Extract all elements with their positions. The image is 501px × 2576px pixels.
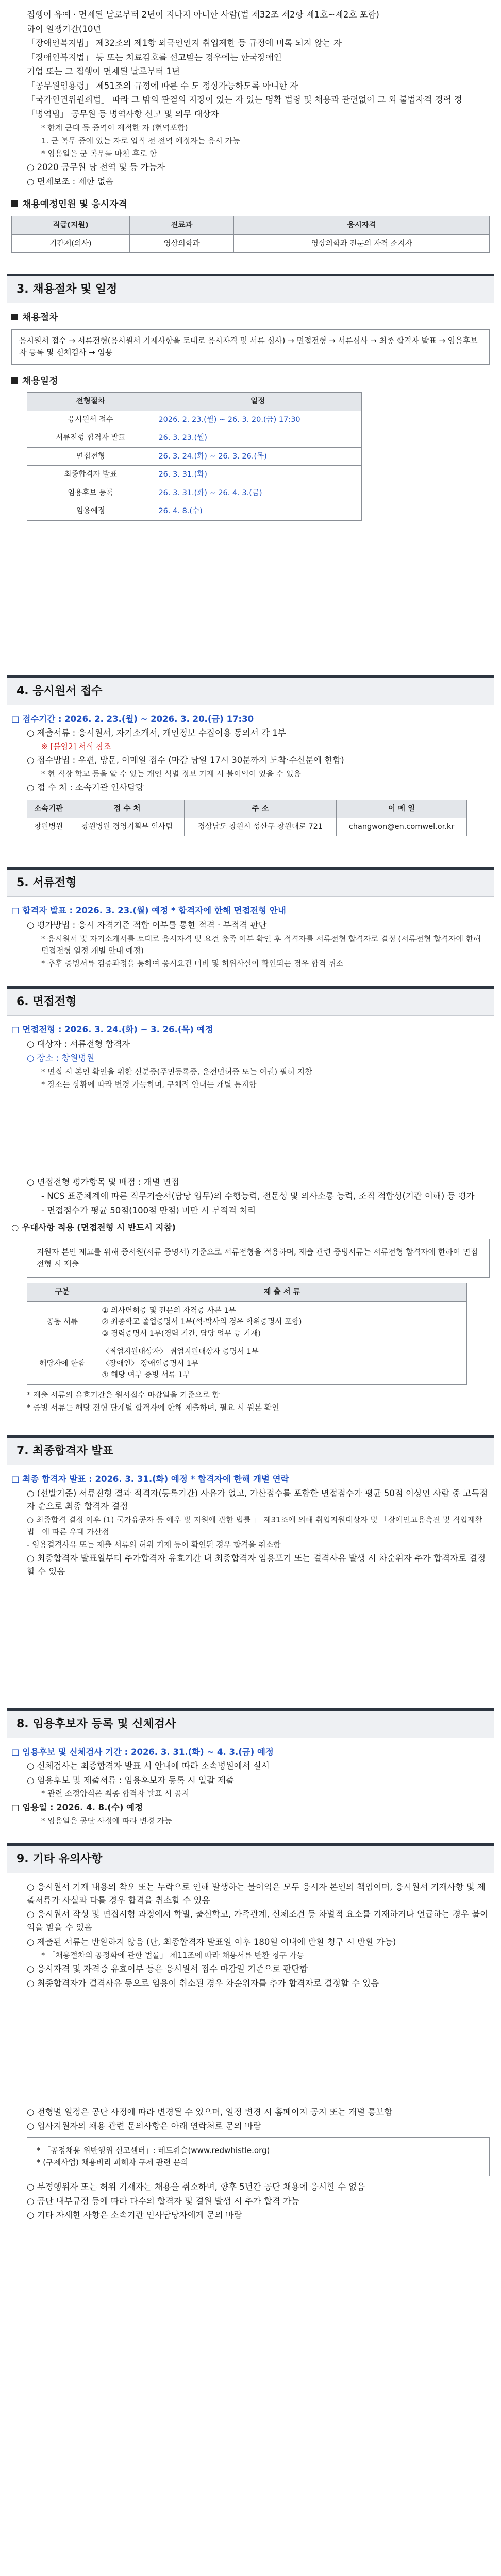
text-line: 「국가인권위원회법」 따라 그 밖의 판결의 지장이 있는 자 있는 명확 법령 및 채용과 관련없이 그 외 불법자격 경력 정 [27,95,462,105]
text-line: ○ 기타 자세한 사항은 소속기관 인사담당자에게 문의 바람 [27,2210,242,2221]
text-line: ○ 응시원서 작성 및 면접시험 과정에서 학벌, 출신학교, 가족관계, 신체조건 등 차별적 요소를 기재하거나 언급하는 경우 불이익을 받을 수 있음 [27,1909,489,1933]
table-cell: 창원병원 [27,818,70,836]
text-line: * 추후 증빙서류 검증과정을 통하여 응시요건 미비 및 허위사실이 확인되는 경우 합격 취소 [41,959,344,969]
s7-block [0,1472,501,1579]
s2-block [0,197,501,253]
table-cell: 26. 3. 31.(화) ~ 26. 4. 3.(금) [154,484,361,502]
table-cell: 최종합격자 발표 [27,466,154,484]
notice-box: 지원자 본인 제고를 위해 증서원(서류 증명서) 기준으로 서류전형을 적용하며, 제출 관련 증빙서류는 서류전형 합격자에 한하여 면접전형 시 제출 [27,1239,490,1278]
text-line: ○ (선발기준) 서류전형 결과 적격자(등록기간) 사유가 없고, 가산점수를 포함한 면접점수가 평균 50점 이상인 사람 중 고득점자 순으로 최종 합격자 결정 [27,1488,488,1512]
table-cell: 해당자에 한함 [27,1343,97,1384]
text-line: * 증빙 서류는 해당 전형 단계별 합격자에 한해 제출하며, 필요 시 원본 확인 [27,1402,279,1412]
sub-heading: 채용예정인원 및 응시자격 [11,197,490,212]
text-line: □ 최종 합격자 발표 : 2026. 3. 31.(화) 예정 * 합격자에 한해 개별 연락 [11,1474,289,1484]
s6-block [0,1023,501,1414]
top-block [0,0,501,188]
table-header: 제 출 서 류 [97,1283,466,1301]
text-line: 「장애인복지법」 제32조의 제1항 외국인인지 취업제한 등 규정에 비록 되지 않는 자 [27,38,342,48]
text-line: - 임용결격사유 또는 제출 서류의 허위 기재 등이 확인된 경우 합격을 취소함 [27,1540,281,1550]
text-line: ○ 2020 공무원 당 전역 및 등 가능자 [27,162,165,173]
text-line: ○ 전형별 일정은 공단 사정에 따라 변경될 수 있으며, 일정 변경 시 홈페이지 공지 또는 개별 통보함 [27,2107,393,2117]
table-header: 전형절차 [27,393,154,411]
text-line: * 장소는 상황에 따라 변경 가능하며, 구체적 안내는 개별 통지함 [41,1080,257,1090]
table-cell: 서류전형 합격자 발표 [27,429,154,447]
text-line: ○ 공단 내부규정 등에 따라 다수의 합격자 및 결원 발생 시 추가 합격 가능 [27,2196,299,2206]
process-flow: 응시원서 접수 → 서류전형(응시원서 기재사항을 토대로 응시자격 및 서류 심사) → 면접전형 → 서류심사 → 최종 합격자 발표 → 임용후보자 등록 및 신체검사 → 임용 [11,329,490,365]
text-line: ○ 면제보조 : 제한 없음 [27,176,114,187]
table-header: 이 메 일 [337,800,466,818]
text-line: * 관련 소정양식은 최종 합격자 발표 시 공지 [41,1789,190,1799]
table-cell: 영상의학과 전문의 자격 소지자 [234,234,490,252]
s4-block [0,713,501,837]
text-line: ○ 우대사항 적용 (면접전형 시 반드시 지참) [11,1223,176,1233]
table-cell: 〈취업지원대상자〉 취업지원대상자 증명서 1부 〈장애인〉 장애인증명서 1부 ① 해당 여부 증빙 서류 1부 [97,1343,466,1384]
s5-block [0,904,501,970]
text-line: - NCS 표준체계에 따른 직무기술서(담당 업무)의 수행능력, 전문성 및 의사소통 능력, 조직 적합성(기관 이해) 등 평가 [41,1191,475,1201]
text-line: ○ 부정행위자 또는 허위 기재자는 채용을 취소하며, 향후 5년간 공단 채용에 응시할 수 없음 [27,2182,365,2192]
sub-heading: 채용일정 [11,374,490,388]
table-cell: 26. 3. 23.(월) [154,429,361,447]
text-line: ○ 면접전형 평가항목 및 배점 : 개별 면접 [27,1177,179,1187]
table-header: 소속기관 [27,800,70,818]
text-line: 「장애인복지법」 등 또는 치료감호를 선고받는 경우에는 한국장애인 [27,52,282,62]
text-line: ○ 접 수 처 : 소속기관 인사담당 [27,782,144,792]
table-cell: 응시원서 접수 [27,411,154,429]
contact-email[interactable]: changwon@en.comwel.or.kr [337,818,466,836]
text-line: ○ 최종합격자 발표일부터 추가합격자 유효기간 내 최종합격자 임용포기 또는 결격사유 발생 시 차순위자 추가 합격자로 결정할 수 있음 [27,1553,486,1577]
section-header: 4. 응시원서 접수 [7,675,494,705]
table-cell: 기간제(의사) [12,234,130,252]
section-header: 5. 서류전형 [7,867,494,897]
text-line: ○ 평가방법 : 응시 자격기준 적합 여부를 통한 적격 · 부적격 판단 [27,920,267,930]
text-line: ○ 장소 : 창원병원 [27,1053,95,1063]
text-line: 1. 군 복무 중에 있는 자로 입직 전 전역 예정자는 응시 가능 [41,135,240,145]
table-cell: 2026. 2. 23.(월) ~ 26. 3. 20.(금) 17:30 [154,411,361,429]
text-line: 「공무원임용령」 제51조의 규정에 따른 수 도 정상가능하도록 아니한 자 [27,80,298,91]
text-line: ○ 신체검사는 최종합격자 발표 시 안내에 따라 소속병원에서 실시 [27,1761,270,1771]
s3-block [0,311,501,521]
text-line: 집행이 유예 · 면제된 날로부터 2년이 지나지 아니한 사람(법 제32조 제2항 제1호~제2호 포함) [27,10,379,20]
text-line: * 임용일은 군 복무를 마친 후로 함 [41,149,157,158]
text-line: □ 접수기간 : 2026. 2. 23.(월) ~ 2026. 3. 20.(금) 17:30 [11,714,254,724]
table-header: 일정 [154,393,361,411]
table-cell: 면접전형 [27,447,154,465]
table-cell: 창원병원 경영기획부 인사팀 [70,818,185,836]
sub-heading: 채용절차 [11,311,490,325]
documents-table [27,1283,467,1384]
table-header: 접 수 처 [70,800,185,818]
text-line: * 「공정채용 위반행위 신고센터」: 레드휘슬(www.redwhistle.org) [37,2145,270,2155]
table-cell: 임용후보 등록 [27,484,154,502]
text-line: 하이 일쟁기간(10년 [27,24,102,34]
table-header: 구분 [27,1283,97,1301]
table-cell: 26. 3. 24.(화) ~ 26. 3. 26.(목) [154,447,361,465]
section-header: 9. 기타 유의사항 [7,1843,494,1873]
text-line: □ 합격자 발표 : 2026. 3. 23.(월) 예정 * 합격자에 한해 면접전형 안내 [11,906,286,916]
table-header: 진료과 [129,216,234,234]
text-line: ○ 제출된 서류는 반환하지 않음 (단, 최종합격자 발표일 이후 180일 이내에 반환 청구 시 반환 가능) [27,1937,396,1947]
section-header: 3. 채용절차 및 일정 [7,274,494,303]
schedule-table [27,392,362,520]
notice-box [27,2137,490,2177]
contact-table [27,800,467,837]
table-cell: 영상의학과 [129,234,234,252]
table-header: 응시자격 [234,216,490,234]
section-header: 6. 면접전형 [7,986,494,1016]
text-line: □ 임용후보 및 신체검사 기간 : 2026. 3. 31.(화) ~ 4. 3.(금) 예정 [11,1747,274,1757]
s9-block [0,1880,501,2222]
qualification-table [11,216,490,253]
text-line: * 한계 군대 등 중역이 제적한 자 (현역포함) [41,123,188,132]
text-line: ※ [붙임2] 서식 참조 [41,741,111,751]
text-line: * 면접 시 본인 확인을 위한 신분증(주민등록증, 운전면허증 또는 여권) 필히 지참 [41,1067,312,1077]
text-line: 「병역법」 공무원 등 병역사항 신고 및 의무 대상자 [27,109,219,119]
table-cell: ① 의사면허증 및 전문의 자격증 사본 1부 ② 최종학교 졸업증명서 1부(석·박사의 경우 학위증명서 포함) ③ 경력증명서 1부(경력 기간, 담당 업무 등 기재) [97,1301,466,1343]
text-line: ○ 최종합격자가 결격사유 등으로 임용이 취소된 경우 차순위자를 추가 합격자로 결정할 수 있음 [27,1978,379,1988]
text-line: ○ 응시자격 및 자격증 유효여부 등은 응시원서 접수 마감일 기준으로 판단함 [27,1964,308,1974]
s8-block [0,1745,501,1827]
section-header: 8. 임용후보자 등록 및 신체검사 [7,1708,494,1738]
text-line: ○ 입사지원자의 채용 관련 문의사항은 아래 연락처로 문의 바람 [27,2121,261,2131]
table-cell: 26. 3. 31.(화) [154,466,361,484]
table-cell: 임용예정 [27,502,154,520]
text-line: □ 면접전형 : 2026. 3. 24.(화) ~ 3. 26.(목) 예정 [11,1025,213,1035]
text-line: * 「채용절차의 공정화에 관한 법률」 제11조에 따라 채용서류 반환 청구 가능 [41,1951,304,1960]
text-line: ○ 응시원서 기재 내용의 착오 또는 누락으로 인해 발생하는 불이익은 모두 응시자 본인의 책임이며, 응시원서 기재사항 및 제출서류가 사실과 다를 경우 합격을 취소할 수 있음 [27,1882,486,1905]
table-header: 주 소 [184,800,337,818]
section-header: 7. 최종합격자 발표 [7,1435,494,1465]
text-line: □ 임용일 : 2026. 4. 8.(수) 예정 [11,1802,143,1812]
text-line: ○ 최종합격 결정 이후 (1) 국가유공자 등 예우 및 지원에 관한 법률 」 제31조에 의해 취업지원대상자 및 「장애인고용촉진 및 직업재활법」에 따른 우대 가산점 [27,1515,483,1536]
text-line: * (구제사업) 채용비리 피해자 구제 관련 문의 [37,2157,189,2167]
table-cell: 26. 4. 8.(수) [154,502,361,520]
text-line: * 제출 서류의 유효기간은 원서접수 마감일을 기준으로 함 [27,1389,220,1399]
text-line: ○ 접수방법 : 우편, 방문, 이메일 접수 (마감 당일 17시 30분까지 도착·수신분에 한함) [27,755,344,766]
text-line: * 응시원서 및 자기소개서를 토대로 응시자격 및 요건 충족 여부 확인 후 적격자를 서류전형 합격자로 결정 (서류전형 합격자에 한해 면접전형 일정 개별 안내 예정) [41,934,481,955]
table-cell: 공통 서류 [27,1301,97,1343]
text-line: ○ 대상자 : 서류전형 합격자 [27,1039,130,1049]
text-line: * 현 직장 학교 등을 알 수 있는 개인 식별 정보 기재 시 불이익이 있을 수 있음 [41,769,302,778]
text-line: 기업 또는 그 집행이 면제된 날로부터 1년 [27,66,180,77]
table-header: 직급(지원) [12,216,130,234]
table-cell: 경상남도 창원시 성산구 창원대로 721 [184,818,337,836]
text-line: ○ 제출서류 : 응시원서, 자기소개서, 개인정보 수집이용 동의서 각 1부 [27,728,286,738]
text-line: ○ 임용후보 및 제출서류 : 임용후보자 등록 시 일괄 제출 [27,1775,234,1785]
text-line: - 면접점수가 평균 50점(100점 만점) 미만 시 부적격 처리 [41,1205,256,1215]
text-line: * 임용일은 공단 사정에 따라 변경 가능 [41,1816,172,1826]
